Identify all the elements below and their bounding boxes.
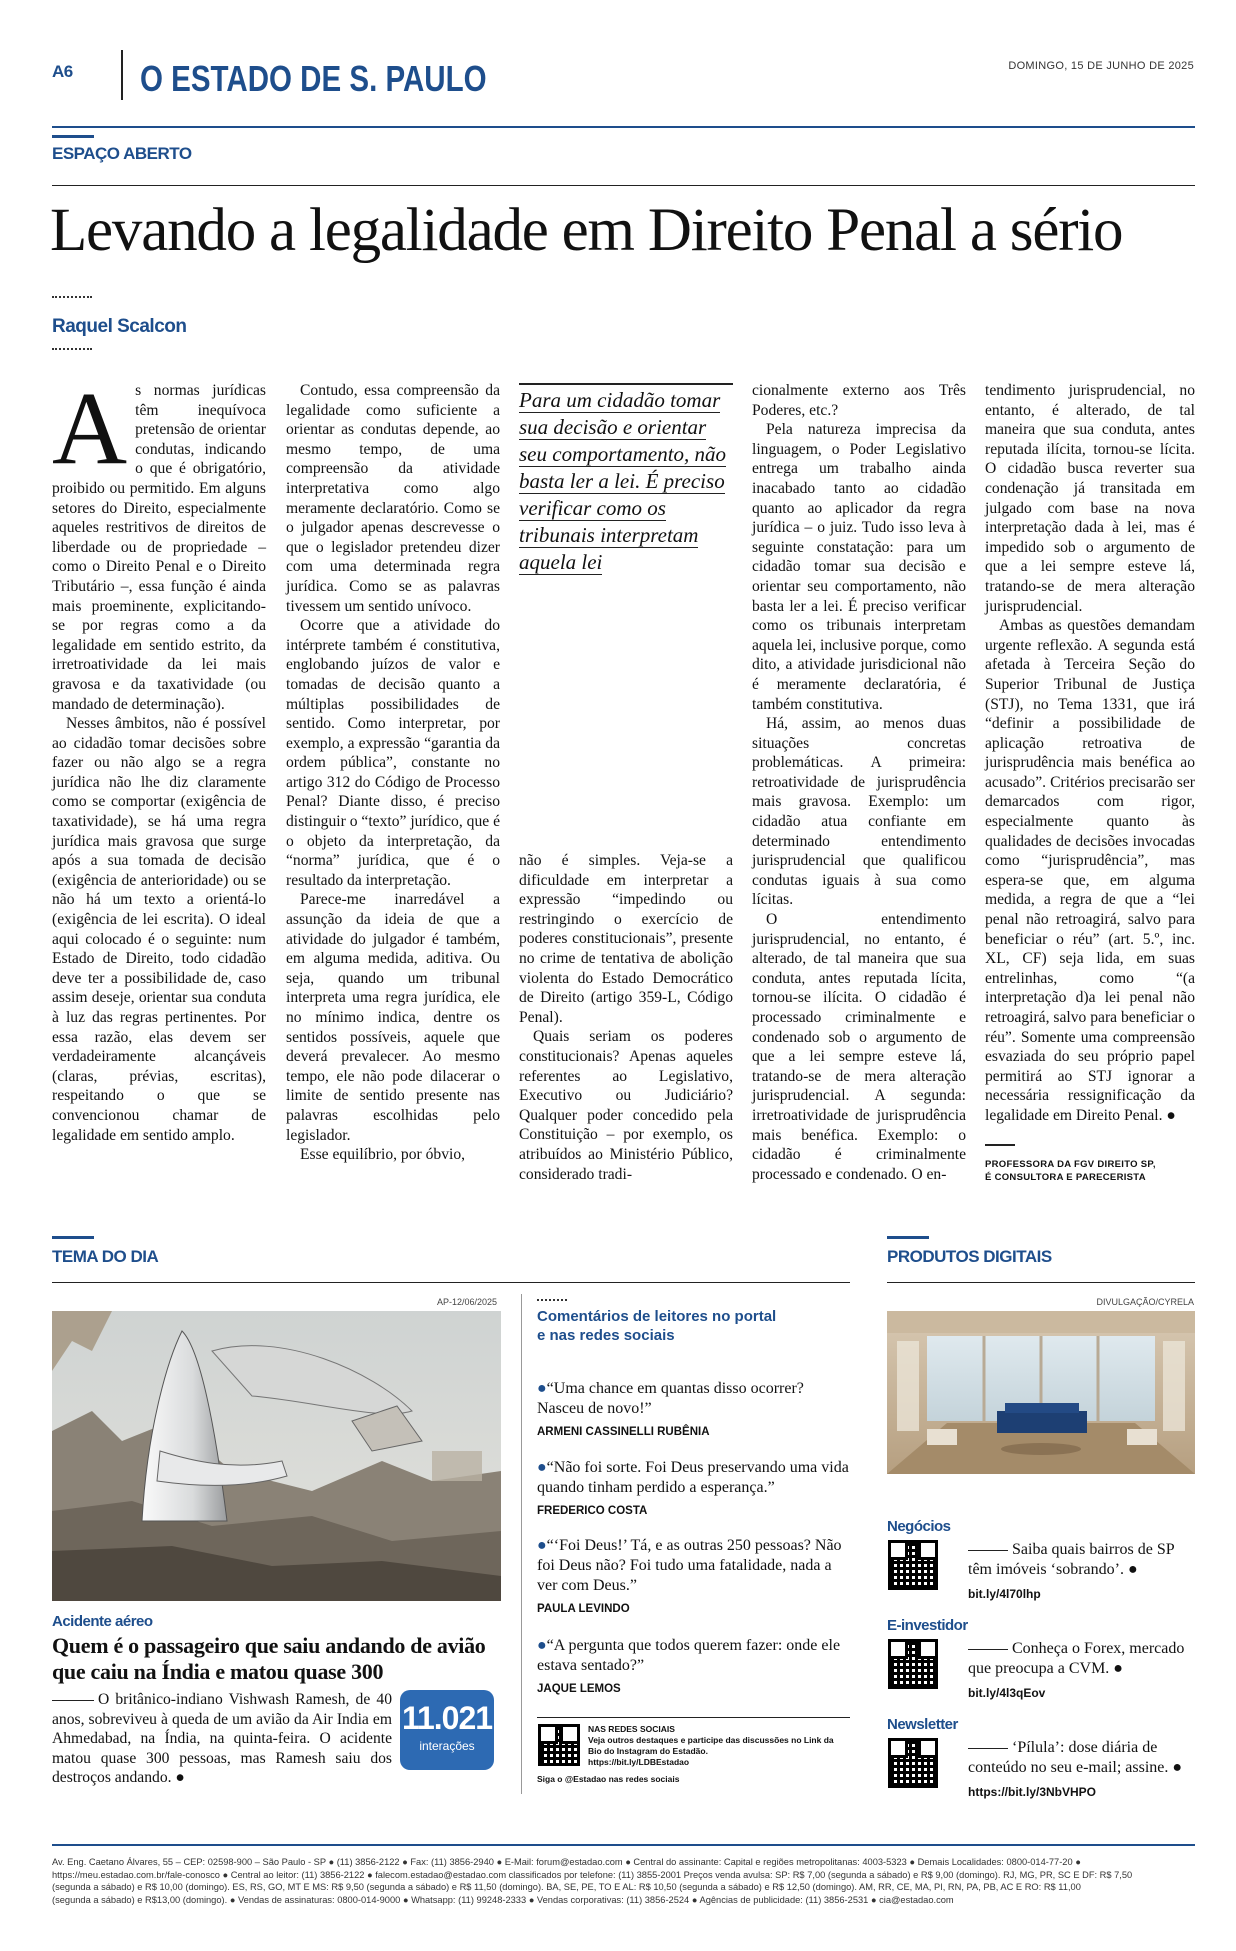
paragraph: não é simples. Veja-se a dificuldade em interpretar a expressão “impedindo ou restringindo o exercício de poderes constitucionais”, presente no crime de tentativa de abolição violenta do Estado Democrático de Direito (artigo 359-L, Código Penal). <box>519 852 733 1026</box>
paragraph: Ambas as questões demandam urgente reflexão. A segunda está afetada à Terceira Seção do Superior Tribunal de Justiça (STJ), no Tema 1331, que irá “definir a possibilidade de aplicação retroativa de jurisprudência mais benéfica ao acusado”. Critérios precisarão ser demarcados com rigor, especialmente quanto às qualidades de decisões invocadas como “jurisprudência”, mas espera-se que, em alguma medida, a regra de que a “lei penal não retroagirá, salvo para beneficiar o réu” (art. 5.º, inc. XL, CF) seja lida, em suas entrelinhas, como “(a interpretação d)a lei penal não retroagirá, salvo para beneficiar o réu”. Somente uma compreensão esvaziada do seu próprio papel permitirá ao STJ ignorar a necessária ressignificação da legalidade em Direito Penal. ● <box>985 617 1195 1124</box>
produtos-photo-credit: DIVULGAÇÃO/CYRELA <box>1096 1297 1194 1307</box>
author-dots-bottom <box>52 348 92 350</box>
comment-author: JAQUE LEMOS <box>537 1683 621 1695</box>
comment-author: FREDERICO COSTA <box>537 1505 648 1517</box>
tema-label: TEMA DO DIA <box>52 1247 159 1266</box>
paragraph: Quais seriam os poderes constitucionais? Apenas aqueles referentes ao Legislativo, Executivo ou Judiciário? Qualquer poder concedido pela Constituição – por exemplo, os atribuídos ao Ministério Público, considerado tradi- <box>519 1028 733 1183</box>
tema-rule <box>52 1282 850 1283</box>
produto-url[interactable]: https://bit.ly/3NbVHPO <box>968 1785 1097 1799</box>
page-number: A6 <box>52 62 73 81</box>
comment-item: ●“‘Foi Deus!’ Tá, e as outras 250 pessoas? Não foi Deus não? Foi tudo uma fatalidade, nada a ver com Deus.” PAULA LEVINDO <box>537 1536 850 1619</box>
section-accent <box>52 135 94 138</box>
social-rule <box>537 1717 850 1718</box>
edition-date: DOMINGO, 15 DE JUNHO DE 2025 <box>1008 60 1194 72</box>
paragraph: Ocorre que a atividade do intérprete também é constitutiva, englobando juízos de valor e tomadas de decisão quanto a múltiplas possibilidades de sentido. Como interpretar, por exemplo, a expressão “garantia da ordem pública”, constante no artigo 312 do Código de Processo Penal? Diante disso, é preciso distinguir o “texto” jurídico, que é o objeto da interpretação, da “norma” jurídica, que é o resultado da interpretação. <box>286 617 500 889</box>
produto-text: Conheça o Forex, mercado que preocupa a CVM. ● <box>968 1640 1185 1677</box>
paragraph: cionalmente externo aos Três Poderes, etc.? <box>752 382 966 419</box>
drop-cap: A <box>52 371 128 486</box>
produto-text: ‘Pílula’: dose diária de conteúdo no seu e-mail; assine. ● <box>968 1739 1183 1776</box>
produto-item-negocios <box>968 1540 1196 1604</box>
produto-url[interactable]: bit.ly/4l3qEov <box>968 1686 1046 1700</box>
paragraph: Esse equilíbrio, por óbvio, <box>300 1146 466 1164</box>
comments-title: Comentários de leitores no portal e nas redes sociais <box>537 1308 777 1344</box>
header-rule <box>52 126 1195 128</box>
produto-item-newsletter <box>968 1738 1196 1802</box>
footer-contacts <box>52 1856 1195 1906</box>
produtos-accent <box>887 1236 929 1239</box>
tema-headline[interactable]: Quem é o passageiro que saiu andando de avião que caiu na Índia e matou quase 300 <box>52 1633 486 1684</box>
paragraph: Há, assim, ao menos duas situações concretas problemáticas. A primeira: retroatividade de jurisprudência mais gravosa. Exemplo: um cidadão atua confiante em determinado entendimento jurisprudencial que qualificou condutas iguais à sua como lícitas. <box>752 715 966 909</box>
footer-line: (segunda a sábado) e R$13,00 (domingo). ● Vendas de assinaturas: 0800-014-9000 ● Whatsapp: (11) 99248-2333 ● Vendas corporativas: (11) 3856-2524 ● Agências de publicidade: (11) 3856-2531 ● cia@estadao.com <box>52 1894 954 1905</box>
produtos-label: PRODUTOS DIGITAIS <box>887 1247 1052 1266</box>
photo-credit: AP-12/06/2025 <box>437 1297 498 1307</box>
produto-text: Saiba quais bairros de SP têm imóveis ‘sobrando’. ● <box>968 1541 1175 1578</box>
social-qr-code[interactable] <box>538 1724 580 1766</box>
section-label: ESPAÇO ABERTO <box>52 144 192 163</box>
paragraph: Contudo, essa compreensão da legalidade como suficiente a orientar as condutas depende, ao mesmo tempo, de uma compreensão da atividade interpretativa como algo meramente declaratório. Como se o julgador apenas descrevesse o que o legislador pretendeu dizer com uma determinada regra jurídica. Como se as palavras tivessem um sentido unívoco. <box>286 382 500 615</box>
social-text: Veja outros destaques e participe das discussões no Link da Bio do Instagram do Estadão. <box>588 1735 834 1756</box>
bio-rule <box>985 1144 1015 1146</box>
paragraph: s normas jurídicas têm inequívoca pretensão de orientar condutas, indicando o que é obrigatório, proibido ou permitido. Em alguns setores do Direito, especialmente aqueles restritivos de direitos de liberdade ou de propriedade – como o Direito Penal e o Direito Tributário –, essa função é ainda mais proeminente, explicitando-se por regras como a da legalidade em sentido estrito, da irretroatividade da lei mais gravosa e da taxatividade (ou mandado de determinação). <box>52 382 266 713</box>
social-box <box>588 1724 848 1768</box>
interactions-count: 11.021 <box>401 1700 493 1736</box>
author-dots-top <box>52 296 92 298</box>
crash-photo[interactable] <box>52 1311 501 1601</box>
apartment-photo[interactable] <box>887 1311 1195 1474</box>
produto-label-einvestidor: E-investidor <box>887 1617 968 1634</box>
produto-label-negocios: Negócios <box>887 1518 951 1535</box>
footer-line: https://meu.estadao.com.br/fale-conosco ● Central ao leitor: (11) 3856-2122 ● falecom.estadao@estadao.com classificados por telefone: (11) 3855-2001 Preços venda avulsa: SP: R$ 7,00 (segunda a sábado) e R$ 9,00 (domingo). RJ, MG, PR, SC E DF: R$ 7,50 <box>52 1869 1133 1880</box>
produtos-rule <box>887 1282 1195 1283</box>
einvestidor-qr-code[interactable] <box>888 1639 938 1689</box>
pullquote-rule-top <box>519 383 733 385</box>
paragraph: Pela natureza imprecisa da linguagem, o Poder Legislativo entrega um trabalho ainda inacabado tanto ao cidadão quanto ao aplicador da regra jurídica – o juiz. Tudo isso leva à seguinte constatação: para um cidadão tomar sua decisão e orientar seu comportamento, não basta ler a lei. É preciso verificar como os tribunais interpretam aquela lei, inclusive porque, como dito, a atividade jurisdicional não é meramente declaratória, é também constitutiva. <box>752 421 966 713</box>
tema-kicker: Acidente aéreo <box>52 1613 153 1630</box>
comment-item: ●“Não foi sorte. Foi Deus preservando uma vida quando tinham perdido a esperança.” FREDERICO COSTA <box>537 1458 850 1521</box>
tema-accent <box>52 1236 94 1239</box>
pull-quote: Para um cidadão tomar sua decisão e orientar seu comportamento, não basta ler a lei. É preciso verificar como os tribunais interpretam aquela lei <box>519 388 727 574</box>
produto-item-einvestidor <box>968 1639 1196 1703</box>
article-column-5 <box>985 381 1195 1126</box>
author-bio: PROFESSORA DA FGV DIREITO SP, É CONSULTORA E PARECERISTA <box>985 1159 1156 1183</box>
negocios-qr-code[interactable] <box>888 1540 938 1590</box>
produto-url[interactable]: bit.ly/4l70lhp <box>968 1587 1041 1601</box>
interactions-badge <box>400 1690 494 1770</box>
article-column-2 <box>286 381 500 1165</box>
social-follow: Siga o @Estadao nas redes sociais <box>537 1774 680 1784</box>
produto-label-newsletter: Newsletter <box>887 1716 958 1733</box>
footer-line: (segunda a sábado) e R$ 10,00 (domingo). ES, RS, GO, MT E MS: R$ 9,50 (segunda a sábado) e R$ 11,50 (domingo). BA, SE, PE, TO E AL: R$ 10,50 (segunda a sábado) e R$ 12,50 (domingo). AM, RR, CE, MA, PI, RN, PA, PB, AC E RO: R$ 11,00 <box>52 1882 1081 1892</box>
masthead: O ESTADO DE S. PAULO <box>140 58 487 99</box>
comments-dots <box>537 1299 567 1301</box>
footer-line: Av. Eng. Caetano Álvares, 55 – CEP: 02598-900 – São Paulo - SP ● (11) 3856-2122 ● Fax: (11) 3856-2940 ● E-Mail: forum@estadao.com ● Central do assinante: Capital e regiões metropolitanas: 4003-5323 ● Demais Localidades: 0800-014-77-20 ● <box>52 1857 1081 1867</box>
author-name: Raquel Scalcon <box>52 316 187 337</box>
comment-author: PAULA LEVINDO <box>537 1603 630 1615</box>
article-headline: Levando a legalidade em Direito Penal a sério <box>50 197 1123 264</box>
comment-item: ●“Uma chance em quantas disso ocorrer? Nasceu de novo!” ARMENI CASSINELLI RUBÊNIA <box>537 1379 850 1442</box>
paragraph: tendimento jurisprudencial, no entanto, é alterado, de tal maneira que sua conduta, antes reputada ilícita, tornou-se lícita. O cidadão busca reverter sua condenação já transitada em julgado com base na nova interpretação dada à lei, mas é impedido sob o argumento de que a lei sempre esteve lá, tratando-se de mera alteração jurisprudencial. <box>985 382 1195 615</box>
footer-rule <box>52 1844 1195 1846</box>
comment-item: ●“A pergunta que todos querem fazer: onde ele estava sentado?” JAQUE LEMOS <box>537 1636 850 1699</box>
tema-body: O britânico-indiano Vishwash Ramesh, de 40 anos, sobreviveu à queda de um avião da Air India em Ahmedabad, na Índia, na quinta-feira. O acidente matou quase 300 pessoas, mas Ramesh saiu dos destroços andando. ● <box>52 1691 392 1787</box>
newsletter-qr-code[interactable] <box>888 1738 938 1788</box>
article-column-4 <box>752 381 966 1184</box>
interactions-label: interações <box>419 1739 475 1753</box>
comment-author: ARMENI CASSINELLI RUBÊNIA <box>537 1426 710 1438</box>
social-url[interactable]: https://bit.ly/LDBEstadao <box>588 1757 690 1767</box>
section-rule <box>52 185 1195 186</box>
paragraph: Parece-me inarredável a assunção da ideia de que a atividade do julgador é também, em alguma medida, aditiva. Ou seja, quando um tribunal interpreta uma regra jurídica, ele no mínimo indica, dentre os sentidos possíveis, aquele que deverá prevalecer. Ao mesmo tempo, ele não pode dilacerar o limite de sentido presente nas palavras escolhidas pelo legislador. <box>286 891 500 1144</box>
masthead-divider <box>121 50 123 100</box>
comments-divider <box>521 1294 522 1794</box>
social-title: NAS REDES SOCIAIS <box>588 1724 675 1734</box>
paragraph: O entendimento jurisprudencial, no entanto, é alterado, de tal maneira que sua conduta, antes reputada lícita, tornou-se ilícita. O cidadão é processado criminalmente e condenado sob o argumento de que a lei sempre esteve lá, tratando-se de mera alteração jurisprudencial. A segunda: irretroatividade de jurisprudência mais benéfica. Exemplo: o cidadão é criminalmente processado e condenado. O en- <box>752 911 966 1183</box>
article-column-1 <box>52 371 266 1145</box>
article-column-3 <box>519 851 733 1184</box>
paragraph: Nesses âmbitos, não é possível ao cidadão tomar decisões sobre fazer ou não algo se a regra jurídica não lhe diz claramente como se comportar (exigência de taxatividade), se há uma regra jurídica mais gravosa que surge após a sua tomada de decisão (exigência de anterioridade) ou se não há um texto a orientá-lo (exigência de lei escrita). O ideal aqui colocado é o seguinte: num Estado de Direito, todo cidadão deve ter a possibilidade de, caso assim deseje, orientar sua conduta à luz das regras pertinentes. Por essa razão, elas devem ser verdadeiramente alcançáveis (claras, prévias, escritas), respeitando o que se convencionou chamar de legalidade em sentido amplo. <box>52 715 266 1144</box>
